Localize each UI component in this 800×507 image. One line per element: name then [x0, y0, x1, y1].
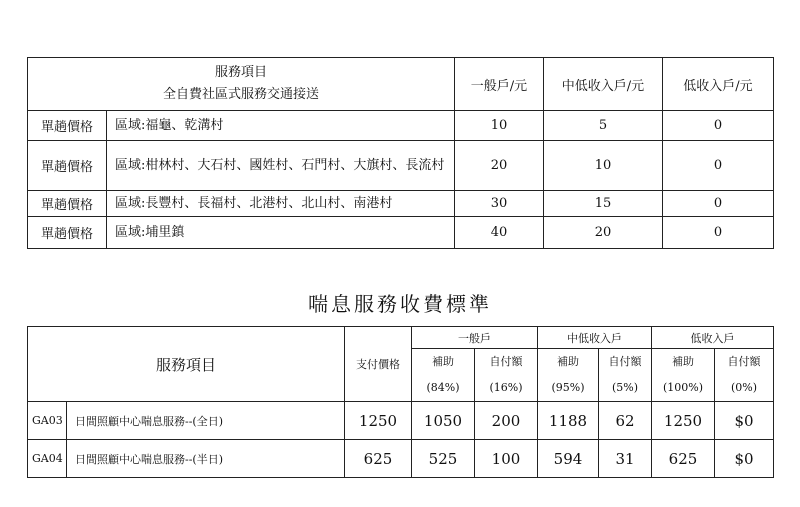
- low-subsidy: 1250: [652, 402, 715, 440]
- service-title-line1: 服務項目: [214, 65, 267, 80]
- general-subsidy: 525: [412, 440, 475, 478]
- table-row: [28, 440, 774, 478]
- low-mid-subsidy: 1188: [538, 402, 599, 440]
- subsidy-label: 補助: [432, 355, 454, 368]
- general-subsidy-header: [412, 349, 475, 402]
- low-price: 0: [663, 141, 774, 191]
- pay-price: 1250: [345, 402, 412, 440]
- low-mid-price: 5: [544, 111, 663, 141]
- subsidy-label: 補助: [672, 355, 694, 368]
- low-mid-copay: 31: [599, 440, 652, 478]
- row-area: 區域:埔里鎮: [107, 217, 455, 249]
- pay-price: 625: [345, 440, 412, 478]
- low-price: 0: [663, 217, 774, 249]
- general-copay: 200: [475, 402, 538, 440]
- col-low: 低收入戶/元: [663, 58, 774, 111]
- row-area: 區域:長豐村、長福村、北港村、北山村、南港村: [107, 191, 455, 217]
- low-mid-price: 10: [544, 141, 663, 191]
- respite-header-row-1: [28, 327, 774, 349]
- low-mid-price: 20: [544, 217, 663, 249]
- copay-label: 自付額: [727, 355, 761, 368]
- general-copay-header: [475, 349, 538, 402]
- table-row: [28, 217, 774, 249]
- low-mid-copay: 62: [599, 402, 652, 440]
- general-price: 30: [455, 191, 544, 217]
- general-subsidy: 1050: [412, 402, 475, 440]
- respite-title: 喘息服務收費標準: [308, 292, 492, 316]
- transport-header-row: [28, 58, 774, 111]
- copay-label: 自付額: [489, 355, 523, 368]
- respite-fee-table: [27, 326, 774, 478]
- general-price: 40: [455, 217, 544, 249]
- subsidy-pct: (95%): [551, 381, 585, 394]
- service-code: GA03: [28, 402, 67, 440]
- low-subsidy-header: [652, 349, 715, 402]
- row-label: 單趟價格: [28, 111, 107, 141]
- respite-service-header: 服務項目: [28, 327, 345, 402]
- low-copay-header: [715, 349, 774, 402]
- table-row: [28, 402, 774, 440]
- table-row: [28, 141, 774, 191]
- row-area: 區域:福龜、乾溝村: [107, 111, 455, 141]
- row-label: 單趟價格: [28, 217, 107, 249]
- table-row: [28, 191, 774, 217]
- general-price: 10: [455, 111, 544, 141]
- low-mid-header: 中低收入戶: [538, 327, 652, 349]
- transport-service-header: [28, 58, 455, 111]
- low-header: 低收入戶: [652, 327, 774, 349]
- general-header: 一般戶: [412, 327, 538, 349]
- low-price: 0: [663, 191, 774, 217]
- transport-fee-table: [27, 57, 774, 249]
- row-label: 單趟價格: [28, 191, 107, 217]
- low-copay: $0: [715, 402, 774, 440]
- table-row: [28, 111, 774, 141]
- row-label: 單趟價格: [28, 141, 107, 191]
- low-subsidy: 625: [652, 440, 715, 478]
- service-name: 日間照顧中心喘息服務--(全日): [67, 402, 345, 440]
- subsidy-pct: (100%): [662, 381, 704, 394]
- low-mid-price: 15: [544, 191, 663, 217]
- low-mid-subsidy: 594: [538, 440, 599, 478]
- service-code: GA04: [28, 440, 67, 478]
- low-mid-copay-header: [599, 349, 652, 402]
- low-copay: $0: [715, 440, 774, 478]
- pay-price-header: 支付價格: [345, 327, 412, 402]
- col-general: 一般戶/元: [455, 58, 544, 111]
- service-title-line2: 全自費社區式服務交通接送: [162, 87, 319, 102]
- copay-label: 自付額: [608, 355, 642, 368]
- row-area: 區域:柑林村、大石村、國姓村、石門村、大旗村、長流村: [107, 141, 455, 191]
- copay-pct: (5%): [611, 381, 639, 394]
- subsidy-label: 補助: [557, 355, 579, 368]
- low-mid-subsidy-header: [538, 349, 599, 402]
- service-name: 日間照顧中心喘息服務--(半日): [67, 440, 345, 478]
- general-price: 20: [455, 141, 544, 191]
- copay-pct: (16%): [489, 381, 523, 394]
- col-low-mid: 中低收入戶/元: [544, 58, 663, 111]
- low-price: 0: [663, 111, 774, 141]
- copay-pct: (0%): [730, 381, 758, 394]
- general-copay: 100: [475, 440, 538, 478]
- subsidy-pct: (84%): [426, 381, 460, 394]
